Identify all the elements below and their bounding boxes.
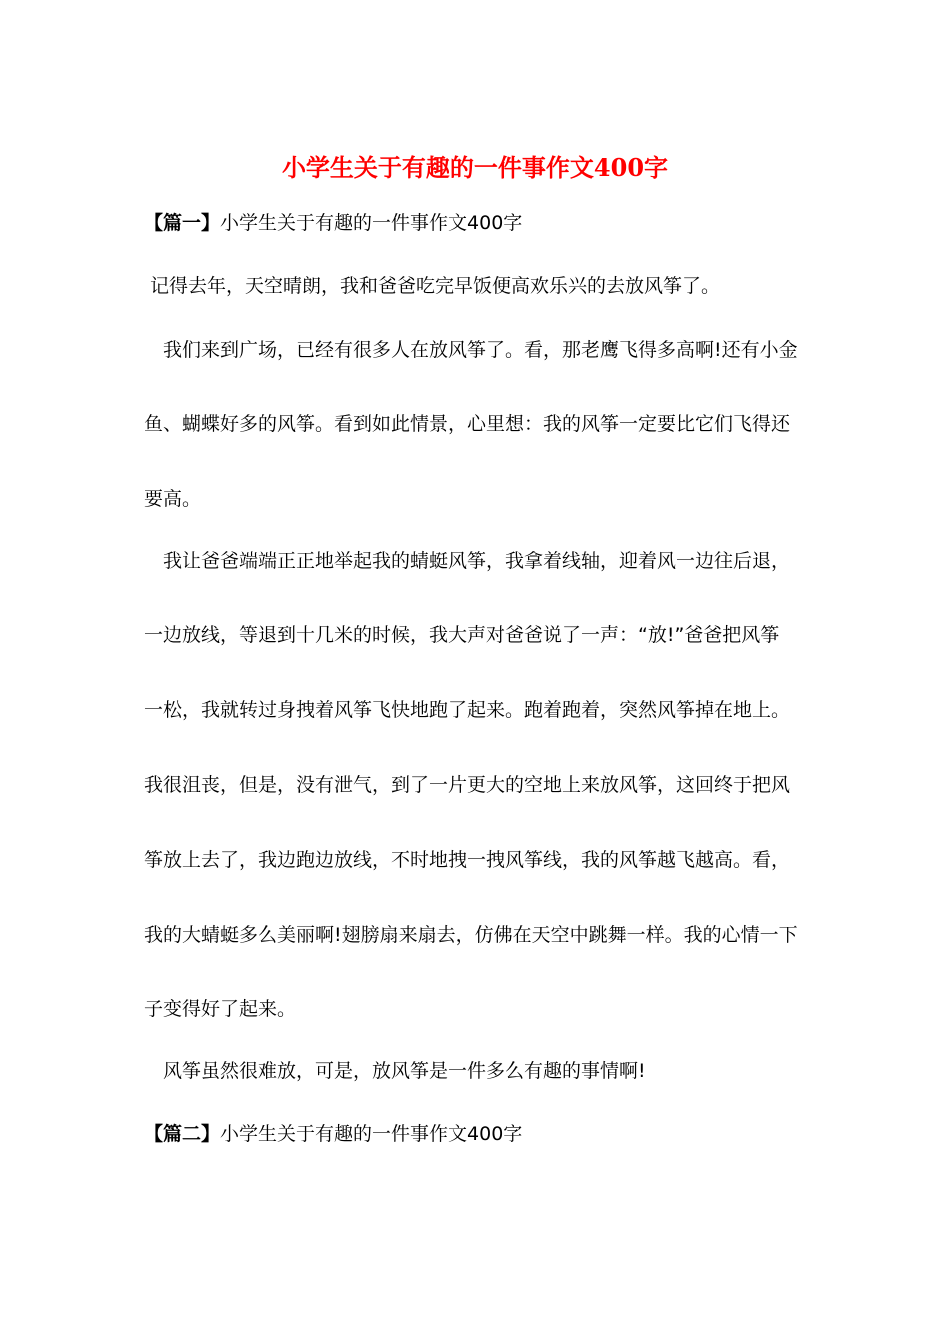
paragraph-line: 记得去年，天空晴朗，我和爸爸吃完早饭便高欢乐兴的去放风筝了。 [150, 275, 721, 297]
section2-heading-line [144, 1121, 522, 1147]
section1-heading: 小学生关于有趣的一件事作文400字 [220, 212, 523, 234]
section1-heading-line [144, 210, 522, 236]
paragraph-line: 风筝虽然很难放，可是，放风筝是一件多么有趣的事情啊! [163, 1060, 646, 1082]
section2-heading: 小学生关于有趣的一件事作文400字 [220, 1123, 523, 1145]
paragraph-line: 鱼、蝴蝶好多的风筝。看到如此情景，心里想：我的风筝一定要比它们飞得还 [144, 413, 791, 435]
section1-label: 【篇一】 [144, 212, 221, 234]
paragraph-line: 子变得好了起来。 [144, 998, 297, 1020]
paragraph-line: 筝放上去了，我边跑边放线，不时地拽一拽风筝线，我的风筝越飞越高。看， [144, 849, 791, 871]
paragraph-line: 我很沮丧，但是，没有泄气，到了一片更大的空地上来放风筝，这回终于把风 [144, 774, 791, 796]
paragraph-line: 我让爸爸端端正正地举起我的蜻蜓风筝，我拿着线轴，迎着风一边往后退， [163, 550, 791, 572]
paragraph-line: 一边放线，等退到十几米的时候，我大声对爸爸说了一声：“放!”爸爸把风筝 [144, 624, 780, 646]
paragraph-line: 我们来到广场，已经有很多人在放风筝了。看，那老鹰飞得多高啊!还有小金 [163, 339, 798, 361]
section2-label: 【篇二】 [144, 1123, 221, 1145]
document-title: 小学生关于有趣的一件事作文400字 [281, 153, 669, 182]
paragraph-line: 要高。 [144, 488, 202, 510]
paragraph-line: 一松，我就转过身拽着风筝飞快地跑了起来。跑着跑着，突然风筝掉在地上。 [144, 699, 791, 721]
paragraph-line: 我的大蜻蜓多么美丽啊!翅膀扇来扇去，仿佛在天空中跳舞一样。我的心情一下 [144, 924, 798, 946]
